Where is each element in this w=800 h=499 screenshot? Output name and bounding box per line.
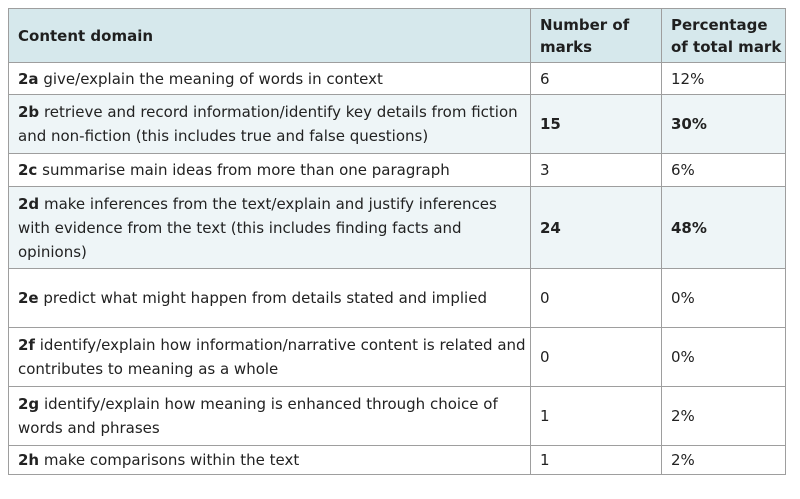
domain-description: make comparisons within the text [43, 451, 300, 469]
domain-code: 2g [18, 395, 40, 413]
domain-description: identify/explain how information/narrative content is related and contributes to meaning as a whole [18, 336, 526, 378]
table-row [9, 328, 786, 387]
marks-cell: 0 [531, 269, 662, 328]
domain-description: summarise main ideas from more than one paragraph [42, 161, 450, 179]
content-domain-table-container [8, 8, 786, 475]
domain-description: predict what might happen from details stated and implied [43, 289, 487, 307]
marks-cell: 1 [531, 387, 662, 446]
domain-cell [9, 328, 531, 387]
table-row [9, 446, 786, 475]
domain-code: 2e [18, 289, 39, 307]
domain-cell [9, 387, 531, 446]
domain-description: retrieve and record information/identify key details from fiction and non-fiction (this includes true and false questions) [18, 103, 518, 145]
percent-cell: 0% [662, 269, 786, 328]
domain-code: 2a [18, 69, 39, 88]
domain-code: 2f [18, 336, 35, 354]
percent-cell: 30% [662, 95, 786, 154]
content-domain-table [8, 8, 786, 475]
domain-cell [9, 187, 531, 269]
table-row [9, 63, 786, 95]
marks-cell: 1 [531, 446, 662, 475]
domain-description: give/explain the meaning of words in context [43, 69, 383, 88]
percent-cell: 2% [662, 446, 786, 475]
header-percentage-of-total: Percentage of total mark [662, 9, 786, 63]
domain-code: 2h [18, 451, 40, 469]
domain-description: make inferences from the text/explain and justify inferences with evidence from the text (this includes finding facts and opinions) [18, 194, 497, 261]
marks-cell: 0 [531, 328, 662, 387]
domain-cell [9, 154, 531, 187]
table-row [9, 154, 786, 187]
percent-cell: 0% [662, 328, 786, 387]
percent-cell: 48% [662, 187, 786, 269]
percent-cell: 12% [662, 63, 786, 95]
percent-cell: 2% [662, 387, 786, 446]
header-number-of-marks: Number of marks [531, 9, 662, 63]
table-row [9, 95, 786, 154]
table-row [9, 387, 786, 446]
marks-cell: 3 [531, 154, 662, 187]
domain-code: 2d [18, 194, 40, 213]
table-row [9, 187, 786, 269]
domain-description: identify/explain how meaning is enhanced through choice of words and phrases [18, 395, 498, 437]
domain-cell [9, 446, 531, 475]
domain-code: 2c [18, 161, 38, 179]
domain-code: 2b [18, 103, 40, 121]
table-header-row [9, 9, 786, 63]
table-row [9, 269, 786, 328]
marks-cell: 15 [531, 95, 662, 154]
percent-cell: 6% [662, 154, 786, 187]
domain-cell [9, 95, 531, 154]
header-content-domain: Content domain [9, 9, 531, 63]
domain-cell [9, 63, 531, 95]
marks-cell: 24 [531, 187, 662, 269]
marks-cell: 6 [531, 63, 662, 95]
domain-cell [9, 269, 531, 328]
